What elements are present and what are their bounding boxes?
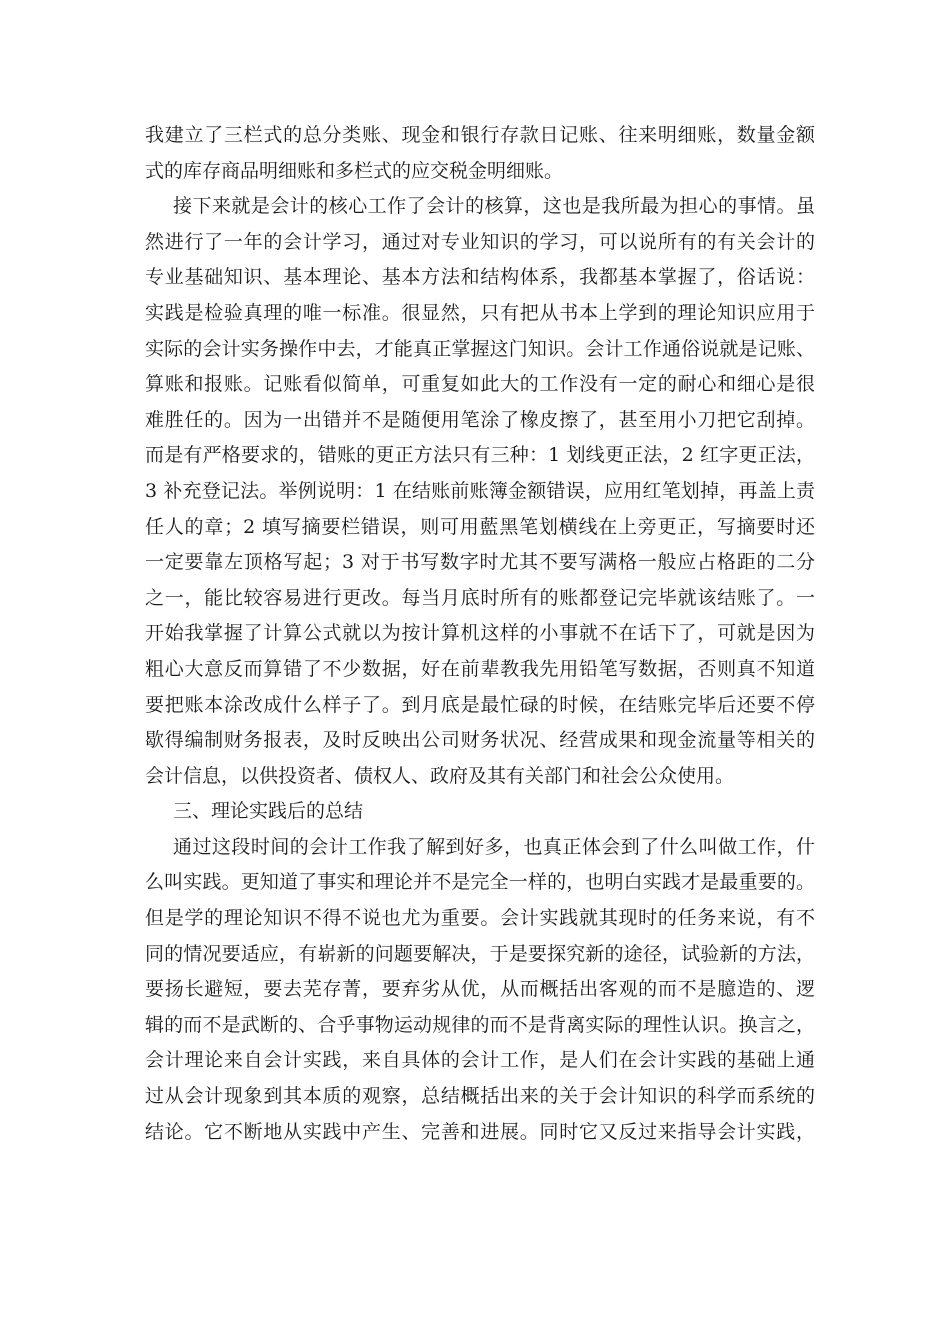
text-line: 同的情况要适应，有崭新的问题要解决，于是要探究新的途径，试验新的方法， [145,942,815,965]
text-line: 开始我掌握了计算公式就以为按计算机这样的小事就不在话下了，可就是因为 [145,622,815,645]
text-line: 辑的而不是武断的、合乎事物运动规律的而不是背离实际的理性认识。换言之， [145,1013,815,1036]
text-line: 算账和报账。记账看似简单，可重复如此大的工作没有一定的耐心和细心是很 [145,373,815,396]
text-line: 实践是检验真理的唯一标准。很显然，只有把从书本上学到的理论知识应用于 [145,301,815,324]
paragraph-first-line: 通过这段时间的会计工作我了解到好多，也真正体会到了什么叫做工作，什 [173,835,815,858]
text-line: 一定要靠左顶格写起；3 对于书写数字时尤其不要写满格一般应占格距的二分 [145,551,815,574]
text-line: 过从会计现象到其本质的观察，总结概括出来的关于会计知识的科学而系统的 [145,1085,815,1108]
text-line: 专业基础知识、基本理论、基本方法和结构体系，我都基本掌握了，俗话说： [145,266,815,289]
text-line: 但是学的理论知识不得不说也尤为重要。会计实践就其现时的任务来说，有不 [145,907,815,930]
text-line: 3 补充登记法。举例说明：1 在结账前账簿金额错误，应用红笔划掉，再盖上责 [145,479,815,502]
text-line: 式的库存商品明细账和多栏式的应交税金明细账。 [145,159,564,182]
document-body [145,118,815,1150]
text-line: 会计信息，以供投资者、债权人、政府及其有关部门和社会公众使用。 [145,764,735,787]
text-line: 而是有严格要求的，错账的更正方法只有三种：1 划线更正法，2 红字更正法， [145,444,815,467]
text-line: 粗心大意反而算错了不少数据，好在前辈教我先用铅笔写数据，否则真不知道 [145,657,815,680]
text-line: 要把账本涂改成什么样子了。到月底是最忙碌的时候，在结账完毕后还要不停 [145,693,815,716]
text-line: 么叫实践。更知道了事实和理论并不是完全一样的，也明白实践才是最重要的。 [145,871,815,894]
text-line: 然进行了一年的会计学习，通过对专业知识的学习，可以说所有的有关会计的 [145,230,815,253]
text-line: 实际的会计实务操作中去，才能真正掌握这门知识。会计工作通俗说就是记账、 [145,337,815,360]
text-line: 结论。它不断地从实践中产生、完善和进展。同时它又反过来指导会计实践， [145,1120,815,1143]
text-line: 任人的章；2 填写摘要栏错误，则可用藍黑笔划横线在上旁更正，写摘要时还 [145,515,815,538]
section-heading: 三、理论实践后的总结 [173,800,364,823]
text-line: 之一，能比较容易进行更改。每当月底时所有的账都登记完毕就该结账了。一 [145,586,815,609]
text-line: 我建立了三栏式的总分类账、现金和银行存款日记账、往来明细账，数量金额 [145,124,815,146]
text-line: 难胜任的。因为一出错并不是随便用笔涂了橡皮擦了，甚至用小刀把它刮掉。 [145,408,815,431]
text-line: 歇得编制财务报表，及时反映出公司财务状况、经营成果和现金流量等相关的 [145,729,815,752]
paragraph-first-line: 接下来就是会计的核心工作了会计的核算，这也是我所最为担心的事情。虽 [173,195,815,218]
text-line: 要扬长避短，要去芜存菁，要弃劣从优，从而概括出客观的而不是臆造的、逻 [145,978,815,1001]
text-line: 会计理论来自会计实践，来自具体的会计工作，是人们在会计实践的基础上通 [145,1049,815,1072]
